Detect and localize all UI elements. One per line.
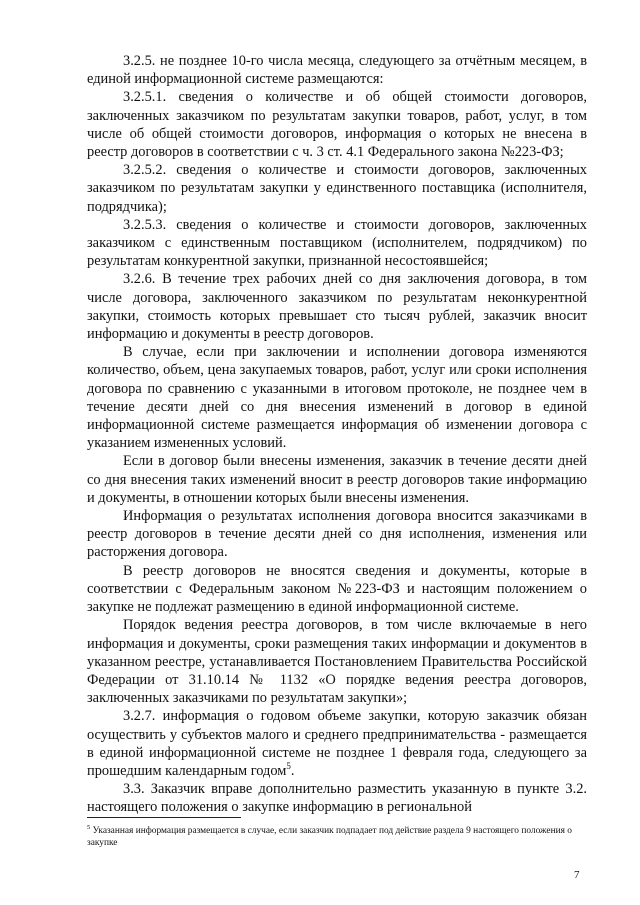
paragraph-contract-changes: В случае, если при заключении и исполнении договора изменяются количество, объем, цена закупаемых товаров, работ, услуг или сроки исполнения договора по сравнению с указанными в итоговом протоколе, не позднее чем в течение десяти дней со дня внесения изменений в договор в единой информационной системе размещается информация об изменении договора с указанием измененных условий. bbox=[87, 344, 587, 452]
paragraph-3-2-5-3: 3.2.5.3. сведения о количестве и стоимости договоров, заключенных заказчиком с единственным поставщиком (исполнителем, подрядчиком) по результатам конкурентной закупки, признанной несостоявшейся; bbox=[87, 216, 587, 270]
paragraph-3-3: 3.3. Заказчик вправе дополнительно разместить указанную в пункте 3.2. настоящего положения о закупке информацию в региональной bbox=[87, 781, 587, 816]
footnote-text: Указанная информация размещается в случае, если заказчик подпадает под действие раздела 9 настоящего положения о закупке bbox=[87, 826, 572, 849]
footnote bbox=[87, 825, 587, 850]
paragraph-execution-results: Информация о результатах исполнения договора вносится заказчиками в реестр договоров в течение десяти дней со дня исполнения, изменения или расторжения договора. bbox=[87, 508, 587, 561]
paragraph-3-2-7-text: 3.2.7. информация о годовом объеме закупки, которую заказчик обязан осуществить у субъектов малого и среднего предпринимательства - размещается в единой информационной системе не позднее 1 февраля года, следующего за прошедшим календарным годом bbox=[87, 708, 587, 779]
paragraph-changes-registry: Если в договор были внесены изменения, заказчик в течение десяти дней со дня внесения таких изменений вносит в реестр договоров такие информацию и документы, в отношении которых были внесены изменения. bbox=[87, 453, 587, 506]
paragraph-not-entered: В реестр договоров не вносятся сведения и документы, которые в соответствии с Федеральным законом №223-ФЗ и настоящим положением о закупке не подлежат размещению в единой информационной системе. bbox=[87, 562, 587, 616]
paragraph-3-2-5-2: 3.2.5.2. сведения о количестве и стоимости договоров, заключенных заказчиком по результатам закупки у единственного поставщика (исполнителя, подрядчика); bbox=[87, 162, 587, 215]
page-number: 7 bbox=[574, 869, 580, 881]
footnote-divider bbox=[87, 817, 241, 818]
paragraph-3-2-5: 3.2.5. не позднее 10-го числа месяца, следующего за отчётным месяцем, в единой информационной системе размещаются: bbox=[87, 53, 587, 88]
footnote-reference: 5 bbox=[286, 761, 291, 772]
paragraph-3-2-7: 3.2.7. информация о годовом объеме закупки, которую заказчик обязан осуществить у субъектов малого и среднего предпринимательства - размещается в единой информационной системе не позднее 1 февраля года, следующего за прошедшим календарным годом$^5$. bbox=[87, 708, 587, 779]
paragraph-3-2-6: 3.2.6. В течение трех рабочих дней со дня заключения договора, в том числе договора, заключенного заказчиком по результатам неконкурентной закупки, стоимость которых превышает сто тысяч рублей, заказчик вносит информацию и документы в реестр договоров. bbox=[87, 271, 587, 343]
document-body bbox=[87, 52, 587, 817]
footnote-marker: 5 bbox=[87, 823, 91, 831]
paragraph-registry-procedure: Порядок ведения реестра договоров, в том числе включаемые в него информация и документы, сроки размещения таких информации и документов в указанном реестре, устанавливается Постановлением Правительства Российской Федерации от 31.10.14 № 1132 «О порядке ведения реестра договоров, заключенных заказчиками по результатам закупки»; bbox=[87, 617, 587, 707]
paragraph-3-2-5-1: 3.2.5.1. сведения о количестве и об общей стоимости договоров, заключенных заказчиком по результатам закупки товаров, работ, услуг, в том числе об общей стоимости договоров, информация о которых не внесена в реестр договоров в соответствии с ч. 3 ст. 4.1 Федерального закона №223-ФЗ; bbox=[87, 89, 587, 161]
